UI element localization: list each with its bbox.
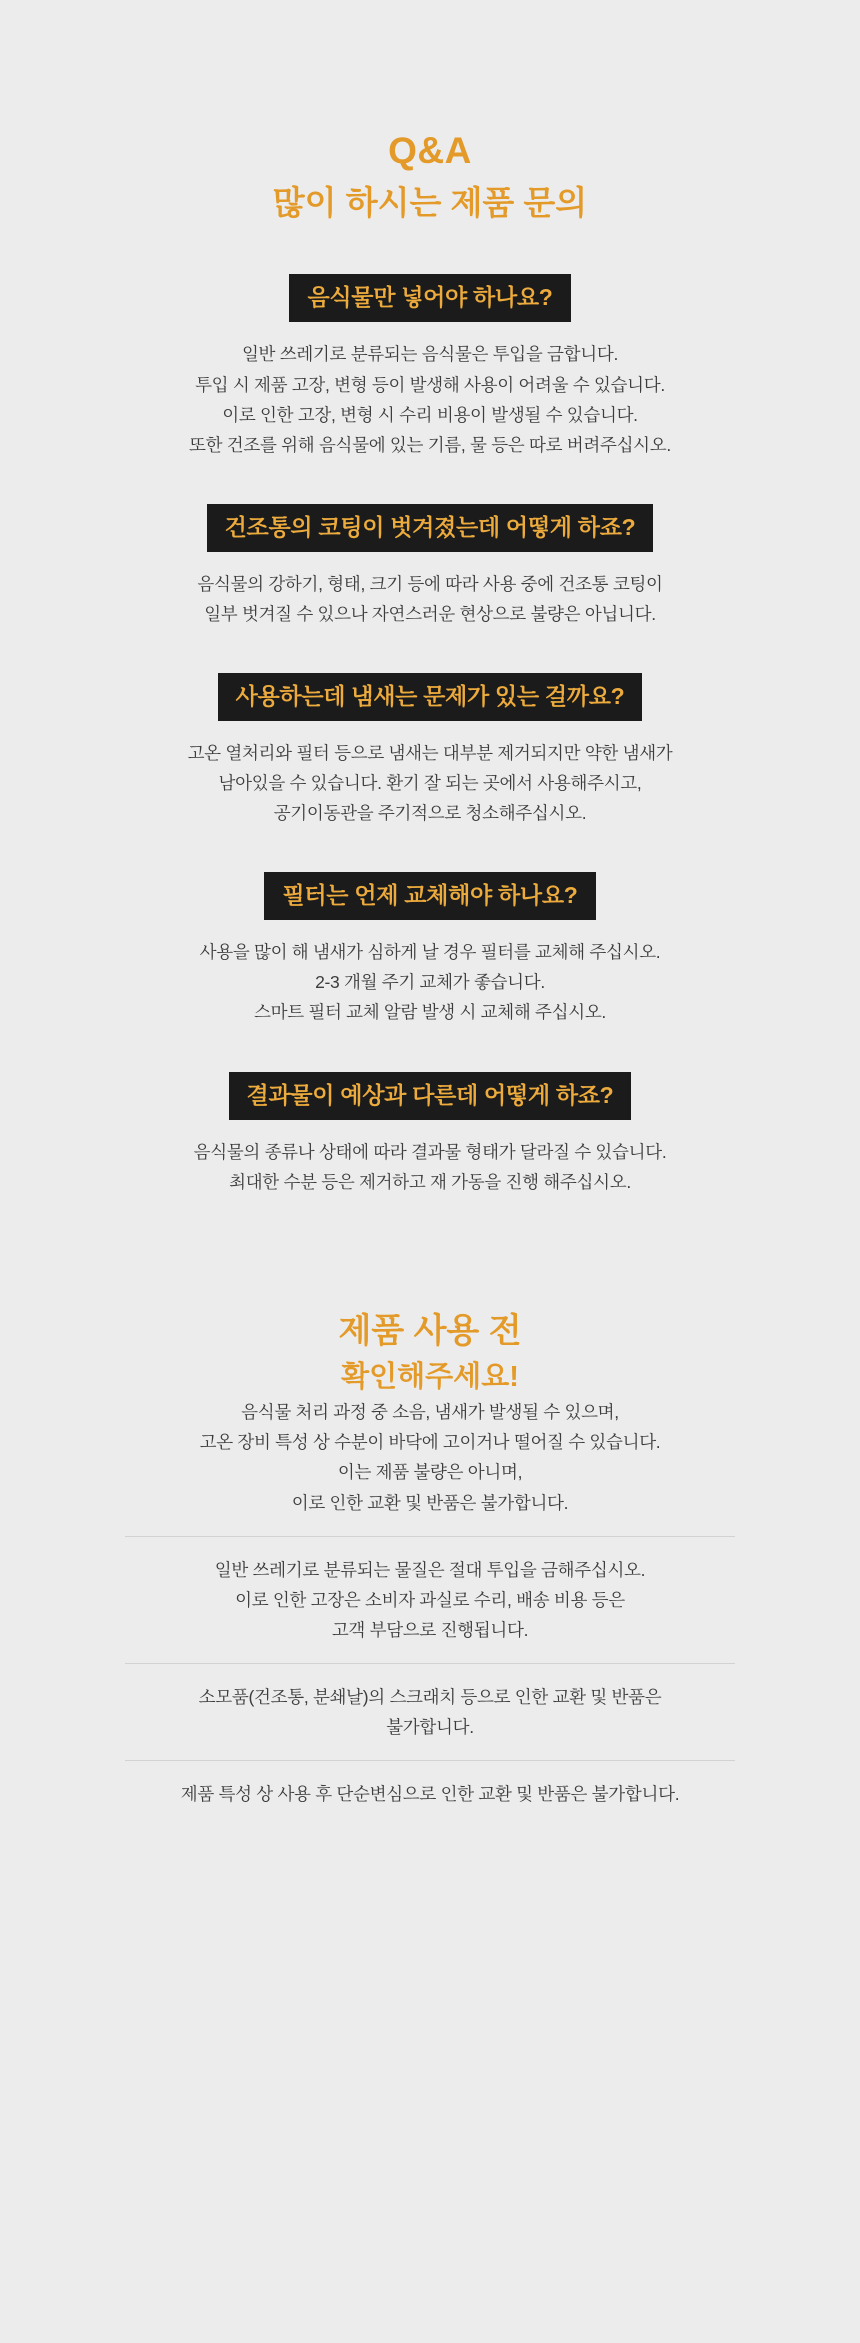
qa-question[interactable]: 결과물이 예상과 다른데 어떻게 하죠?	[229, 1072, 632, 1120]
notice-section	[0, 1309, 860, 1827]
notice-line: 음식물 처리 과정 중 소음, 냄새가 발생될 수 있으며,	[241, 1402, 619, 1423]
notice-block	[125, 1397, 735, 1535]
qa-item	[0, 673, 860, 828]
qa-answer-line: 남아있을 수 있습니다. 환기 잘 되는 곳에서 사용해주시고,	[218, 773, 642, 794]
qa-answer-line: 또한 건조를 위해 음식물에 있는 기름, 물 등은 따로 버려주십시오.	[189, 434, 671, 455]
notice-line: 소모품(건조통, 분쇄날)의 스크래치 등으로 인한 교환 및 반품은	[198, 1686, 662, 1707]
qa-item	[0, 504, 860, 629]
qa-answer-line: 최대한 수분 등은 제거하고 재 가동을 진행 해주십시오.	[229, 1171, 631, 1192]
qa-answer-line: 공기이동관을 주기적으로 청소해주십시오.	[273, 803, 587, 824]
notice-blocks	[125, 1397, 735, 1827]
qa-answer-line: 투입 시 제품 고장, 변형 등이 발생해 사용이 어려울 수 있습니다.	[195, 374, 665, 395]
qa-answer-line: 이로 인한 고장, 변형 시 수리 비용이 발생될 수 있습니다.	[222, 404, 638, 425]
qa-question[interactable]: 사용하는데 냄새는 문제가 있는 걸까요?	[218, 673, 643, 721]
qa-item	[0, 872, 860, 1027]
notice-line: 고온 장비 특성 상 수분이 바닥에 고이거나 떨어질 수 있습니다.	[199, 1432, 661, 1453]
notice-block	[125, 1760, 735, 1827]
qa-answer	[0, 937, 860, 1027]
qa-answer-line: 사용을 많이 해 냄새가 심하게 날 경우 필터를 교체해 주십시오.	[199, 942, 661, 963]
qa-answer	[0, 569, 860, 629]
qa-answer-line: 스마트 필터 교체 알람 발생 시 교체해 주십시오.	[254, 1002, 606, 1023]
qa-item	[0, 274, 860, 459]
qa-answer-line: 음식물의 강하기, 형태, 크기 등에 따라 사용 중에 건조통 코팅이	[197, 573, 663, 594]
qa-answer	[0, 1137, 860, 1197]
qa-question[interactable]: 건조통의 코팅이 벗겨졌는데 어떻게 하죠?	[207, 504, 654, 552]
notice-line: 불가합니다.	[386, 1716, 474, 1737]
notice-block	[125, 1536, 735, 1663]
notice-line: 고객 부담으로 진행됩니다.	[331, 1619, 529, 1640]
notice-line: 제품 특성 상 사용 후 단순변심으로 인한 교환 및 반품은 불가합니다.	[180, 1784, 680, 1805]
notice-line: 이는 제품 불량은 아니며,	[337, 1462, 523, 1483]
qa-answer-line: 일부 벗겨질 수 있으나 자연스러운 현상으로 불량은 아닙니다.	[204, 603, 656, 624]
qa-item	[0, 1072, 860, 1197]
qa-answer	[0, 339, 860, 459]
qa-answer-line: 음식물의 종류나 상태에 따라 결과물 형태가 달라질 수 있습니다.	[193, 1141, 667, 1162]
qa-question[interactable]: 음식물만 넣어야 하나요?	[289, 274, 570, 322]
notice-subtitle: 확인해주세요!	[341, 1360, 519, 1393]
qa-subtitle: 많이 하시는 제품 문의	[272, 184, 588, 222]
qa-answer-line: 2-3 개월 주기 교체가 좋습니다.	[315, 972, 545, 993]
qa-list	[0, 274, 860, 1196]
qa-answer-line: 일반 쓰레기로 분류되는 음식물은 투입을 금합니다.	[241, 344, 619, 365]
notice-line: 이로 인한 고장은 소비자 과실로 수리, 배송 비용 등은	[235, 1589, 625, 1610]
qa-title: Q&A	[388, 130, 472, 171]
qa-question[interactable]: 필터는 언제 교체해야 하나요?	[264, 872, 595, 920]
notice-block	[125, 1663, 735, 1760]
notice-title: 제품 사용 전	[338, 1311, 522, 1350]
qa-header	[0, 0, 860, 226]
qa-answer	[0, 738, 860, 828]
qa-answer-line: 고온 열처리와 필터 등으로 냄새는 대부분 제거되지만 약한 냄새가	[187, 743, 673, 763]
notice-line: 이로 인한 교환 및 반품은 불가합니다.	[291, 1492, 569, 1513]
notice-line: 일반 쓰레기로 분류되는 물질은 절대 투입을 금해주십시오.	[214, 1559, 646, 1580]
